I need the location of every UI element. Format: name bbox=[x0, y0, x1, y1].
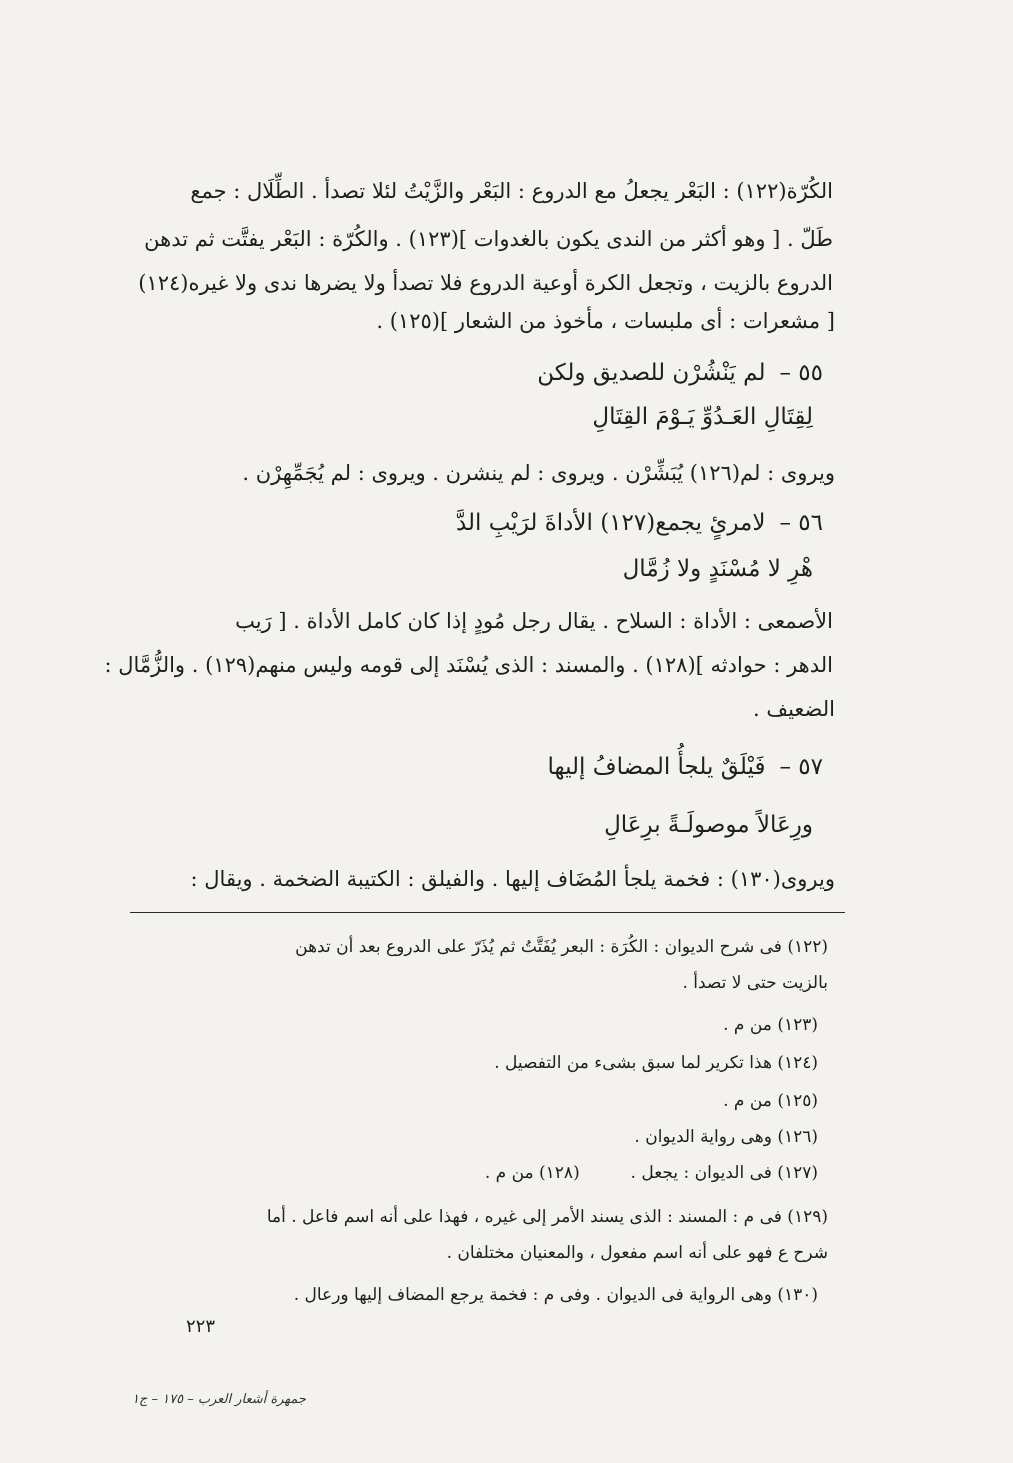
note-55: ويروى : لم(١٢٦) يُبَشِّرْن . ويروى : لم ينشرن . ويروى : لم يُجَمِّهِرْن . bbox=[242, 461, 835, 485]
footnote-125: (١٢٥) من م . bbox=[723, 1091, 818, 1111]
verse-55-first bbox=[433, 356, 823, 390]
body-line-3: الدروع بالزيت ، وتجعل الكرة أوعية الدروع فلا تصدأ ولا يضرها ندى ولا غيره(١٢٤) bbox=[138, 271, 833, 295]
footnote-128: (١٢٨) من م . bbox=[484, 1163, 580, 1183]
note-56-line-1: الأصمعى : الأداة : السلاح . يقال رجل مُودٍ إذا كان كامل الأداة . [ رَيب bbox=[235, 609, 833, 633]
footnote-separator bbox=[130, 912, 845, 913]
verse-55-second: لِقِتَالِ العَـدُوِّ يَـوْمَ القِتَالِ bbox=[592, 404, 813, 430]
footnote-126: (١٢٦) وهى رواية الديوان . bbox=[634, 1127, 818, 1147]
note-56-line-2: الدهر : حوادثه ](١٢٨) . والمسند : الذى يُسْنَد إلى قومه وليس منهم(١٢٩) . والزُّمَّال : bbox=[104, 653, 833, 677]
body-line-2: طَلّ . [ وهو أكثر من الندى يكون بالغدوات ](١٢٣) . والكُرّة : البَعْر يفتَّت ثم تدهن bbox=[144, 227, 833, 251]
footnote-129-line-2: شرح ع فهو على أنه اسم مفعول ، والمعنيان مختلفان . bbox=[446, 1243, 828, 1263]
footnote-123: (١٢٣) من م . bbox=[723, 1015, 818, 1035]
verse-55-first-text: لم يَنْشُرْن للصديق ولكن bbox=[537, 360, 766, 386]
note-57: ويروى(١٣٠) : فخمة يلجأ المُضَاف إليها . والفيلق : الكتيبة الضخمة . ويقال : bbox=[190, 867, 835, 891]
imprint-line: جمهرة أشعار العرب – ١٧٥ – ج١ bbox=[132, 1392, 306, 1407]
verse-56-first bbox=[433, 506, 823, 540]
footnote-122-line-2: بالزيت حتى لا تصدأ . bbox=[682, 973, 828, 993]
body-line-1: الكُرّة(١٢٢) : البَعْر يجعلُ مع الدروع : البَعْر والزَّيْتُ لئلا تصدأ . الطِّلَال : جمع bbox=[190, 179, 833, 203]
verse-56-second: هْرِ لا مُسْنَدٍ ولا زُمَّال bbox=[622, 556, 813, 582]
verse-57-first-text: فَيْلَقٌ يلجأُ المضافُ إليها bbox=[547, 754, 766, 780]
footnote-122-line-1: (١٢٢) فى شرح الديوان : الكُرَة : البعر يُفَتَّتُ ثم يُذَرّ على الدروع بعد أن تدهن bbox=[295, 937, 828, 957]
footnote-127: (١٢٧) فى الديوان : يجعل . bbox=[630, 1163, 818, 1183]
note-56-line-3: الضعيف . bbox=[752, 697, 835, 721]
verse-57-first bbox=[433, 750, 823, 784]
body-line-4: [ مشعرات : أى ملبسات ، مأخوذ من الشعار ](١٢٥) . bbox=[376, 309, 835, 333]
verse-55-number: ٥٥ – bbox=[779, 360, 823, 386]
page-number: ٢٢٣ bbox=[186, 1316, 216, 1337]
verse-57-number: ٥٧ – bbox=[779, 754, 823, 780]
footnote-127-128 bbox=[118, 1160, 818, 1186]
footnote-124: (١٢٤) هذا تكرير لما سبق بشىء من التفصيل . bbox=[494, 1053, 818, 1073]
verse-56-first-text: لامرئٍ يجمع(١٢٧) الأداةَ لرَيْبِ الدَّ bbox=[455, 510, 766, 536]
footnote-130: (١٣٠) وهى الرواية فى الديوان . وفى م : فخمة يرجع المضاف إليها ورعال . bbox=[293, 1285, 818, 1305]
verse-56-number: ٥٦ – bbox=[779, 510, 823, 536]
footnote-129-line-1: (١٢٩) فى م : المسند : الذى يسند الأمر إلى غيره ، فهذا على أنه اسم فاعل . أما bbox=[266, 1207, 828, 1227]
verse-57-second: ورِعَالاً موصولَـةً برِعَالِ bbox=[604, 812, 813, 838]
